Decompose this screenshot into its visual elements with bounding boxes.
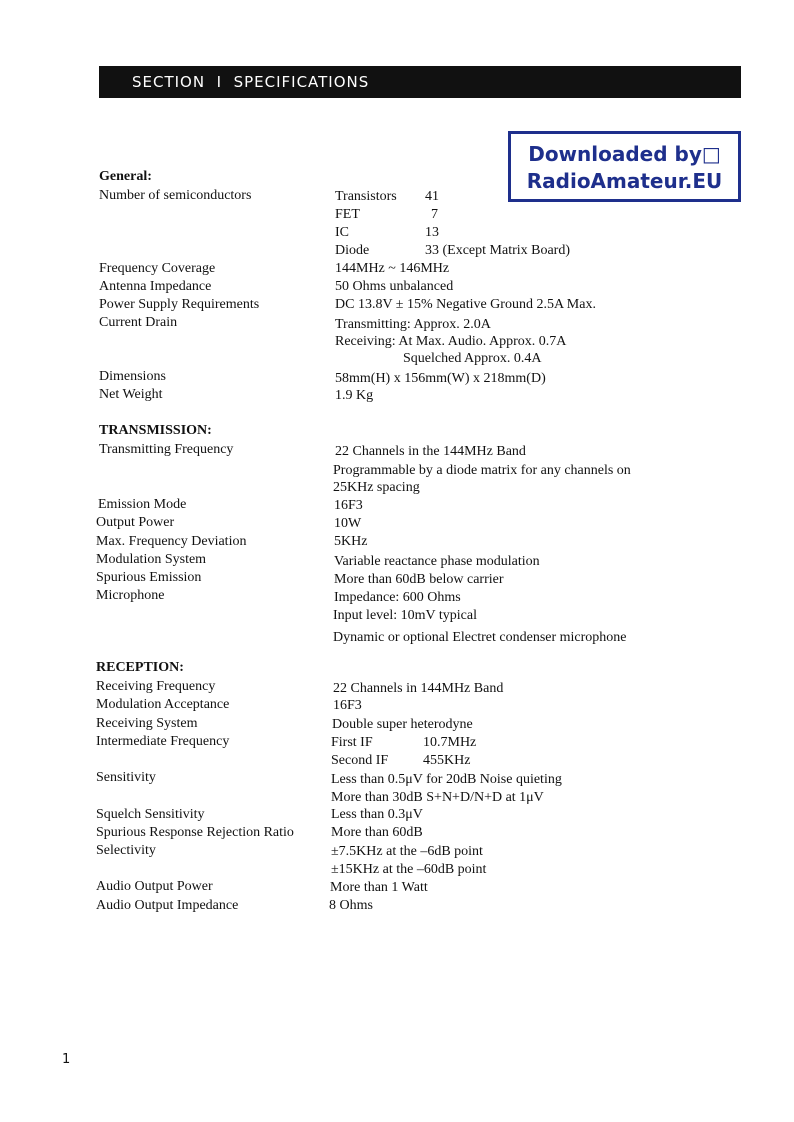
selectivity-line-2: ±15KHz at the –60dB point [331,862,487,877]
first-if-name: First IF [331,735,373,750]
semiconductor-name: Diode [335,243,370,258]
selectivity-label: Selectivity [96,843,156,858]
receiving-system-value: Double super heterodyne [332,717,473,732]
antenna-impedance-label: Antenna Impedance [99,279,212,294]
frequency-coverage-label: Frequency Coverage [99,261,216,276]
modulation-system-label: Modulation System [96,552,207,567]
transmitting-frequency-line-3: 25KHz spacing [333,480,420,495]
semiconductor-row-ic [335,224,439,242]
power-supply-value: DC 13.8V ± 15% Negative Ground 2.5A Max. [335,297,596,312]
second-if-value: 455KHz [423,753,471,768]
sensitivity-line-2: More than 30dB S+N+D/N+D at 1μV [331,790,544,805]
dimensions-label: Dimensions [99,369,166,384]
current-drain-squelched: Squelched Approx. 0.4A [403,351,542,366]
emission-mode-label: Emission Mode [98,497,187,512]
sensitivity-label: Sensitivity [96,770,156,785]
second-if-row [331,752,471,770]
section-title: SECTION I SPECIFICATIONS [132,73,370,91]
microphone-type: Dynamic or optional Electret condenser microphone [333,630,627,645]
watermark-line-1: Downloaded by□ [528,142,721,166]
output-power-label: Output Power [96,515,175,530]
intermediate-frequency-label: Intermediate Frequency [96,734,230,749]
emission-mode-value: 16F3 [334,498,363,513]
general-heading: General: [99,169,152,184]
spurious-rejection-value: More than 60dB [331,825,423,840]
spurious-rejection-label: Spurious Response Rejection Ratio [96,825,294,840]
current-drain-transmitting: Transmitting: Approx. 2.0A [335,317,491,332]
dimensions-value: 58mm(H) x 156mm(W) x 218mm(D) [335,371,546,386]
microphone-impedance: Impedance: 600 Ohms [334,590,461,605]
semiconductor-name: IC [335,225,349,240]
frequency-deviation-label: Max. Frequency Deviation [96,534,247,549]
semiconductor-count: 41 [425,189,439,204]
output-power-value: 10W [334,516,362,531]
watermark-line-2: RadioAmateur.EU [526,169,723,193]
page-number: 1 [62,1052,71,1067]
spurious-emission-label: Spurious Emission [96,570,202,585]
net-weight-label: Net Weight [99,387,163,402]
semiconductor-count: 7 [431,207,438,222]
transmission-heading: TRANSMISSION: [99,423,212,438]
receiving-frequency-value: 22 Channels in 144MHz Band [333,681,504,696]
microphone-label: Microphone [96,588,165,603]
reception-heading: RECEPTION: [96,660,184,675]
frequency-coverage-value: 144MHz ~ 146MHz [335,261,450,276]
audio-output-impedance-label: Audio Output Impedance [96,898,239,913]
semiconductor-name: Transistors [335,189,397,204]
second-if-name: Second IF [331,753,389,768]
semiconductor-row-fet [335,206,438,224]
semiconductor-name: FET [335,207,360,222]
transmitting-frequency-label: Transmitting Frequency [99,442,234,457]
semiconductor-count: 13 [425,225,439,240]
power-supply-label: Power Supply Requirements [99,297,260,312]
transmitting-frequency-line-2: Programmable by a diode matrix for any channels on [333,463,631,478]
current-drain-label: Current Drain [99,315,178,330]
microphone-input-level: Input level: 10mV typical [333,608,477,623]
audio-output-power-label: Audio Output Power [96,879,213,894]
squelch-sensitivity-label: Squelch Sensitivity [96,807,205,822]
first-if-row [331,734,477,752]
semiconductor-count: 33 (Except Matrix Board) [425,243,571,258]
antenna-impedance-value: 50 Ohms unbalanced [335,279,454,294]
spurious-emission-value: More than 60dB below carrier [334,572,504,587]
frequency-deviation-value: 5KHz [334,534,368,549]
semiconductor-row-diode [335,242,571,260]
net-weight-value: 1.9 Kg [335,388,374,403]
sensitivity-line-1: Less than 0.5μV for 20dB Noise quieting [331,772,562,787]
modulation-system-value: Variable reactance phase modulation [334,554,540,569]
current-drain-receiving: Receiving: At Max. Audio. Approx. 0.7A [335,334,567,349]
semiconductor-row-transistors [335,188,439,206]
selectivity-line-1: ±7.5KHz at the –6dB point [331,844,483,859]
first-if-value: 10.7MHz [423,735,477,750]
audio-output-power-value: More than 1 Watt [330,880,428,895]
audio-output-impedance-value: 8 Ohms [329,898,373,913]
semiconductors-label: Number of semiconductors [99,188,252,203]
receiving-system-label: Receiving System [96,716,198,731]
modulation-acceptance-value: 16F3 [333,698,362,713]
transmitting-frequency-line-1: 22 Channels in the 144MHz Band [335,444,526,459]
receiving-frequency-label: Receiving Frequency [96,679,216,694]
modulation-acceptance-label: Modulation Acceptance [96,697,230,712]
squelch-sensitivity-value: Less than 0.3μV [331,807,423,822]
